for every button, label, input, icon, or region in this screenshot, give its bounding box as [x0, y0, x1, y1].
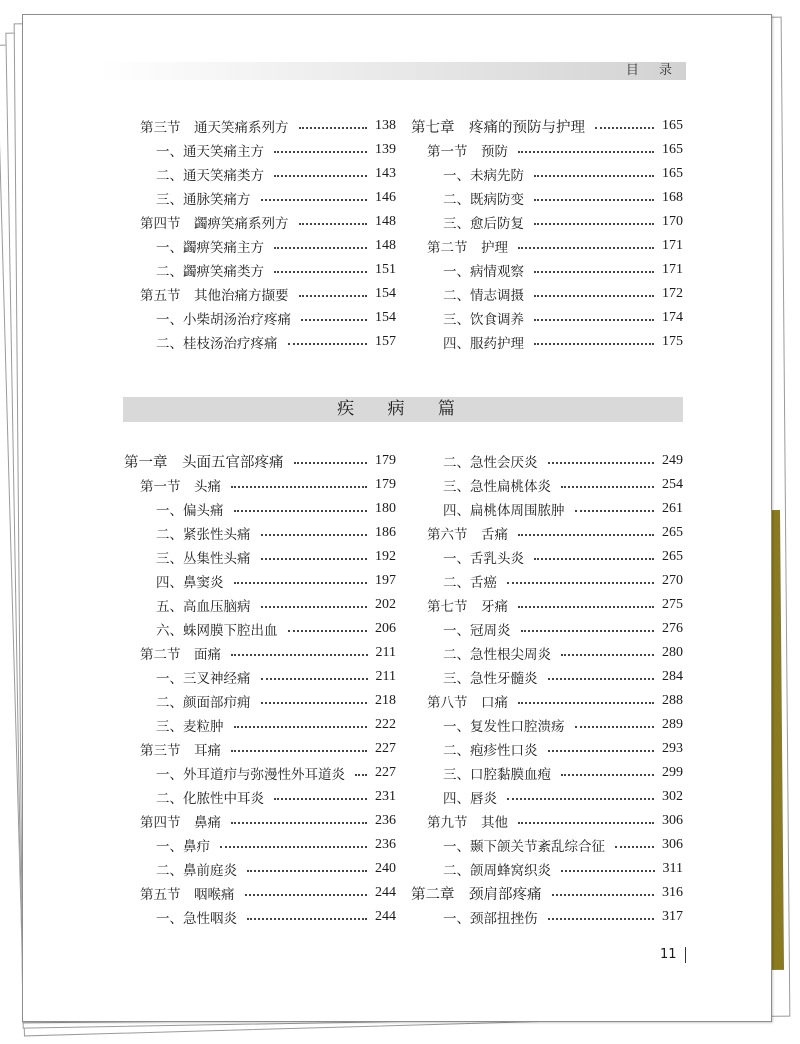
toc-entry-title: 第二节 面痛 [140, 647, 221, 663]
toc-entry [140, 210, 396, 234]
toc-entry-title: 一、蠲痹笑痛主方 [156, 240, 264, 256]
toc-entry [411, 258, 683, 282]
toc-leader-dots [274, 151, 367, 153]
toc-leader-dots [548, 678, 655, 680]
toc-leader-dots [534, 343, 654, 345]
toc-entry-page: 276 [662, 621, 683, 636]
toc-entry-page: 265 [662, 549, 683, 564]
toc-entry-title: 一、三叉神经痛 [156, 671, 251, 687]
toc-entry [411, 449, 683, 473]
toc-entry-title: 第七章 疼痛的预防与护理 [411, 119, 585, 136]
toc-leader-dots [261, 702, 368, 704]
toc-entry-title: 二、舌癌 [443, 575, 497, 591]
toc-entry-title: 一、颈部扭挫伤 [443, 911, 538, 927]
toc-leader-dots [247, 870, 367, 872]
toc-entry [411, 330, 683, 354]
toc-entry-title: 二、通天笑痛类方 [156, 168, 264, 184]
toc-entry [140, 330, 396, 354]
toc-entry-page: 299 [662, 765, 683, 780]
toc-leader-dots [231, 654, 368, 656]
toc-entry-title: 二、疱疹性口炎 [443, 743, 538, 759]
toc-entry [411, 809, 683, 833]
toc-entry-title: 一、偏头痛 [156, 503, 224, 519]
toc-leader-dots [231, 486, 367, 488]
toc-leader-dots [548, 462, 655, 464]
toc-entry-title: 四、唇炎 [443, 791, 497, 807]
toc-entry-title: 第三节 耳痛 [140, 743, 221, 759]
toc-entry-page: 192 [375, 549, 396, 564]
toc-entry [124, 857, 396, 881]
toc-entry-page: 202 [375, 597, 396, 612]
toc-leader-dots [518, 247, 654, 249]
toc-entry [124, 641, 396, 665]
toc-entry-title: 三、通脉笑痛方 [156, 192, 251, 208]
toc-leader-dots [521, 630, 655, 632]
toc-entry-title: 一、鼻疖 [156, 839, 210, 855]
toc-entry-title: 第一节 头痛 [140, 479, 221, 495]
toc-leader-dots [245, 894, 368, 896]
toc-entry-page: 148 [375, 214, 396, 229]
toc-entry-title: 二、颜面部疖痈 [156, 695, 251, 711]
toc-entry-title: 一、冠周炎 [443, 623, 511, 639]
toc-entry [411, 569, 683, 593]
toc-entry [411, 617, 683, 641]
toc-entry-page: 171 [662, 238, 683, 253]
toc-entry-title: 第七节 牙痛 [427, 599, 508, 615]
toc-entry-page: 146 [375, 190, 396, 205]
toc-leader-dots [575, 510, 655, 512]
toc-column-bottom-left [124, 449, 396, 929]
toc-entry-page: 218 [375, 693, 396, 708]
toc-entry [124, 713, 396, 737]
toc-entry-title: 一、复发性口腔溃疡 [443, 719, 565, 735]
toc-entry-title: 第二节 护理 [427, 240, 508, 256]
toc-leader-dots [518, 822, 654, 824]
toc-leader-dots [518, 534, 654, 536]
toc-leader-dots [507, 798, 654, 800]
toc-entry [124, 905, 396, 929]
toc-entry-page: 236 [375, 837, 396, 852]
toc-leader-dots [274, 247, 367, 249]
toc-entry [140, 162, 396, 186]
toc-entry-page: 249 [662, 453, 683, 468]
toc-entry-page: 151 [375, 262, 396, 277]
toc-entry [140, 234, 396, 258]
toc-leader-dots [274, 175, 367, 177]
toc-leader-dots [534, 199, 654, 201]
toc-entry-title: 一、颞下颌关节紊乱综合征 [443, 839, 605, 855]
toc-entry-page: 143 [375, 166, 396, 181]
toc-entry [140, 282, 396, 306]
toc-entry-page: 179 [375, 453, 396, 468]
toc-entry [411, 210, 683, 234]
toc-entry-title: 三、饮食调养 [443, 312, 524, 328]
toc-leader-dots [234, 510, 368, 512]
toc-entry-page: 306 [662, 813, 683, 828]
toc-entry-page: 179 [375, 477, 396, 492]
toc-entry-title: 二、情志调摄 [443, 288, 524, 304]
toc-entry-page: 222 [375, 717, 396, 732]
toc-entry-title: 二、急性根尖周炎 [443, 647, 551, 663]
toc-entry [411, 881, 683, 905]
toc-entry-title: 二、既病防变 [443, 192, 524, 208]
toc-entry-page: 180 [375, 501, 396, 516]
toc-entry-page: 280 [662, 645, 683, 660]
toc-leader-dots [595, 127, 654, 129]
toc-entry [140, 186, 396, 210]
toc-entry-page: 293 [662, 741, 683, 756]
toc-entry [411, 282, 683, 306]
toc-entry-page: 174 [662, 310, 683, 325]
toc-leader-dots [261, 534, 368, 536]
toc-entry-title: 二、桂枝汤治疗疼痛 [156, 336, 278, 352]
toc-entry-page: 227 [375, 741, 396, 756]
toc-entry [124, 737, 396, 761]
toc-leader-dots [534, 558, 654, 560]
toc-entry [124, 881, 396, 905]
toc-column-bottom-right [411, 449, 683, 929]
toc-entry [411, 473, 683, 497]
toc-entry-page: 265 [662, 525, 683, 540]
toc-entry-page: 244 [375, 885, 396, 900]
toc-leader-dots [548, 918, 655, 920]
toc-entry [124, 545, 396, 569]
toc-column-top-left [140, 114, 396, 354]
toc-leader-dots [220, 846, 367, 848]
toc-entry-page: 206 [375, 621, 396, 636]
toc-entry [124, 497, 396, 521]
toc-column-top-right [411, 114, 683, 354]
toc-leader-dots [231, 750, 367, 752]
toc-entry-page: 157 [375, 334, 396, 349]
toc-entry [124, 665, 396, 689]
toc-entry-page: 211 [375, 645, 396, 660]
toc-entry [411, 593, 683, 617]
toc-leader-dots [518, 606, 654, 608]
toc-entry-title: 第三节 通天笑痛系列方 [140, 120, 289, 136]
toc-entry-page: 186 [375, 525, 396, 540]
toc-entry-page: 316 [662, 885, 683, 900]
toc-leader-dots [299, 223, 368, 225]
toc-entry-page: 284 [662, 669, 683, 684]
toc-leader-dots [518, 151, 654, 153]
toc-entry [411, 785, 683, 809]
toc-entry-page: 148 [375, 238, 396, 253]
toc-entry [411, 234, 683, 258]
toc-leader-dots [575, 726, 655, 728]
toc-leader-dots [261, 199, 368, 201]
toc-entry-title: 一、小柴胡汤治疗疼痛 [156, 312, 291, 328]
toc-entry-title: 第五节 其他治痛方撷要 [140, 288, 289, 304]
toc-entry [411, 497, 683, 521]
toc-entry-title: 二、紧张性头痛 [156, 527, 251, 543]
toc-entry-page: 197 [375, 573, 396, 588]
toc-entry [124, 761, 396, 785]
toc-leader-dots [294, 462, 368, 464]
toc-entry-page: 172 [662, 286, 683, 301]
toc-entry-title: 一、病情观察 [443, 264, 524, 280]
toc-entry-page: 306 [662, 837, 683, 852]
toc-entry-page: 165 [662, 118, 683, 133]
toc-entry [411, 162, 683, 186]
toc-entry [411, 186, 683, 210]
toc-entry [140, 258, 396, 282]
toc-entry-title: 一、急性咽炎 [156, 911, 237, 927]
toc-leader-dots [274, 798, 367, 800]
toc-entry-page: 311 [662, 861, 683, 876]
header-section-label: 目 录 [625, 63, 680, 78]
toc-entry-page: 288 [662, 693, 683, 708]
toc-leader-dots [355, 774, 367, 776]
toc-leader-dots [561, 654, 654, 656]
toc-entry-page: 154 [375, 310, 396, 325]
toc-entry-page: 261 [662, 501, 683, 516]
toc-entry-title: 一、外耳道疖与弥漫性外耳道炎 [156, 767, 345, 783]
toc-entry-title: 第一章 头面五官部疼痛 [124, 454, 284, 471]
toc-leader-dots [507, 582, 654, 584]
toc-leader-dots [274, 271, 367, 273]
toc-entry-page: 254 [662, 477, 683, 492]
part-title-banner: 疾 病 篇 [123, 397, 683, 422]
toc-entry-page: 168 [662, 190, 683, 205]
toc-entry [411, 641, 683, 665]
toc-leader-dots [288, 630, 368, 632]
toc-entry-title: 五、高血压脑病 [156, 599, 251, 615]
toc-entry-page: 170 [662, 214, 683, 229]
toc-entry-title: 三、丛集性头痛 [156, 551, 251, 567]
toc-entry-page: 165 [662, 142, 683, 157]
toc-leader-dots [552, 894, 655, 896]
toc-leader-dots [615, 846, 654, 848]
toc-entry-title: 二、鼻前庭炎 [156, 863, 237, 879]
toc-entry-title: 第一节 预防 [427, 144, 508, 160]
toc-entry [411, 833, 683, 857]
toc-entry-page: 175 [662, 334, 683, 349]
toc-leader-dots [261, 678, 368, 680]
toc-entry-title: 第八节 口痛 [427, 695, 508, 711]
toc-leader-dots [301, 319, 367, 321]
toc-entry [140, 306, 396, 330]
toc-entry-title: 一、舌乳头炎 [443, 551, 524, 567]
page-number: 11 [660, 947, 686, 963]
toc-entry-title: 二、化脓性中耳炎 [156, 791, 264, 807]
toc-entry [411, 545, 683, 569]
toc-entry-title: 三、麦粒肿 [156, 719, 224, 735]
toc-leader-dots [261, 606, 368, 608]
toc-leader-dots [534, 295, 654, 297]
toc-leader-dots [561, 486, 654, 488]
toc-entry-title: 第二章 颈肩部疼痛 [411, 886, 542, 903]
toc-entry-title: 第五节 咽喉痛 [140, 887, 235, 903]
toc-entry [411, 306, 683, 330]
toc-entry [124, 449, 396, 473]
toc-entry-title: 一、未病先防 [443, 168, 524, 184]
toc-leader-dots [561, 870, 655, 872]
toc-entry-page: 240 [375, 861, 396, 876]
toc-entry-title: 第四节 鼻痛 [140, 815, 221, 831]
toc-entry [411, 713, 683, 737]
toc-entry-page: 165 [662, 166, 683, 181]
toc-entry [124, 593, 396, 617]
toc-entry-page: 270 [662, 573, 683, 588]
toc-entry [124, 809, 396, 833]
toc-entry-title: 第四节 蠲痹笑痛系列方 [140, 216, 289, 232]
toc-entry-title: 四、扁桃体周围脓肿 [443, 503, 565, 519]
toc-leader-dots [247, 918, 367, 920]
toc-entry-title: 四、鼻窦炎 [156, 575, 224, 591]
toc-entry [411, 689, 683, 713]
toc-entry-title: 四、服药护理 [443, 336, 524, 352]
toc-entry [140, 114, 396, 138]
toc-entry-title: 二、急性会厌炎 [443, 455, 538, 471]
toc-leader-dots [534, 223, 654, 225]
toc-leader-dots [288, 343, 368, 345]
toc-entry-page: 211 [375, 669, 396, 684]
toc-entry [411, 665, 683, 689]
toc-entry [411, 138, 683, 162]
toc-entry [411, 761, 683, 785]
toc-entry [124, 569, 396, 593]
toc-entry-page: 138 [375, 118, 396, 133]
toc-entry-title: 一、通天笑痛主方 [156, 144, 264, 160]
toc-entry [411, 905, 683, 929]
toc-leader-dots [261, 558, 368, 560]
toc-entry [124, 617, 396, 641]
toc-entry-title: 三、口腔黏膜血疱 [443, 767, 551, 783]
toc-entry-title: 六、蛛网膜下腔出血 [156, 623, 278, 639]
toc-entry [124, 473, 396, 497]
toc-leader-dots [534, 175, 654, 177]
toc-entry [124, 833, 396, 857]
toc-entry [124, 785, 396, 809]
toc-entry [140, 138, 396, 162]
toc-entry [411, 114, 683, 138]
toc-leader-dots [299, 295, 368, 297]
toc-entry-title: 第六节 舌痛 [427, 527, 508, 543]
toc-entry-title: 二、蠲痹笑痛类方 [156, 264, 264, 280]
toc-entry-page: 154 [375, 286, 396, 301]
toc-leader-dots [234, 726, 368, 728]
toc-entry-page: 317 [662, 909, 683, 924]
toc-entry-title: 三、愈后防复 [443, 216, 524, 232]
toc-entry-page: 231 [375, 789, 396, 804]
toc-leader-dots [534, 319, 654, 321]
toc-entry-page: 139 [375, 142, 396, 157]
toc-leader-dots [234, 582, 368, 584]
toc-leader-dots [518, 702, 654, 704]
toc-entry-page: 236 [375, 813, 396, 828]
toc-entry [411, 521, 683, 545]
toc-leader-dots [548, 750, 655, 752]
toc-entry-page: 302 [662, 789, 683, 804]
toc-entry [124, 689, 396, 713]
toc-entry-title: 三、急性扁桃体炎 [443, 479, 551, 495]
toc-entry-page: 289 [662, 717, 683, 732]
toc-entry-title: 第九节 其他 [427, 815, 508, 831]
toc-entry-page: 275 [662, 597, 683, 612]
toc-leader-dots [231, 822, 367, 824]
toc-entry [411, 857, 683, 881]
toc-leader-dots [299, 127, 368, 129]
toc-entry-title: 三、急性牙髓炎 [443, 671, 538, 687]
toc-entry [124, 521, 396, 545]
toc-entry-page: 244 [375, 909, 396, 924]
toc-entry-page: 171 [662, 262, 683, 277]
toc-entry [411, 737, 683, 761]
toc-leader-dots [561, 774, 654, 776]
toc-leader-dots [534, 271, 654, 273]
toc-entry-page: 227 [375, 765, 396, 780]
toc-entry-title: 二、颌周蜂窝织炎 [443, 863, 551, 879]
running-header [100, 62, 686, 80]
